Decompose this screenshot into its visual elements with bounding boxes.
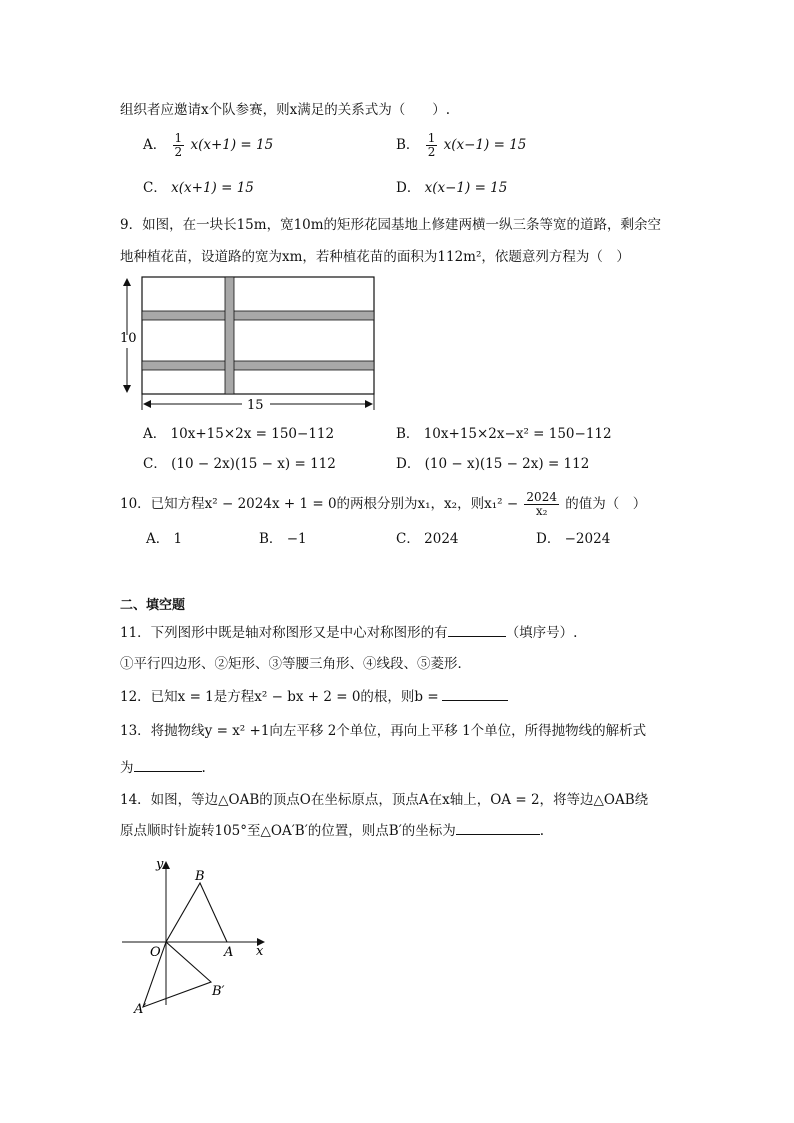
option-label: D．	[396, 180, 421, 196]
option-expression: x(x+1) = 15	[190, 137, 274, 153]
option-label: D．	[396, 456, 421, 472]
q10-stem-before: 10．已知方程x² − 2024x + 1 = 0的两根分别为x₁，x₂，则x₁² −	[120, 496, 519, 512]
q8-option-a[interactable]	[143, 132, 273, 159]
q13-line2-end: .	[201, 760, 206, 776]
q14-line2-text: 原点顺时针旋转105°至△OA′B′的位置，则点B′的坐标为	[120, 823, 456, 839]
option-label: B．	[259, 531, 283, 547]
q9-option-c[interactable]	[143, 454, 336, 474]
width-label: 15	[247, 398, 264, 413]
point-b-label: B	[195, 869, 205, 884]
section-heading: 二、填空题	[120, 598, 186, 613]
option-expression: (10 − x)(15 − 2x) = 112	[424, 456, 590, 472]
q13-answer-blank[interactable]	[134, 757, 202, 772]
q11-stem	[120, 622, 577, 643]
option-expression: 10x+15×2x = 150−112	[170, 426, 335, 442]
q10-fraction: $\frac{2024}{\text{x₂}}$	[526, 490, 557, 518]
q10-option-a[interactable]	[146, 529, 182, 549]
option-label: A．	[146, 531, 170, 547]
point-a-prime-label: A′	[134, 1002, 147, 1017]
q11-stem-text: 11．下列图形中既是轴对称图形又是中心对称图形的有	[120, 625, 448, 641]
q10-stem-after: 的值为（ ）	[565, 496, 647, 512]
q8-option-b[interactable]	[396, 132, 526, 159]
height-label: 10	[120, 331, 137, 346]
rotation-figure	[112, 850, 282, 1025]
option-label: A．	[143, 137, 167, 153]
horizontal-road-2	[142, 361, 374, 370]
q8-stem: 组织者应邀请x个队参赛，则x满足的关系式为（ ）.	[120, 102, 451, 118]
option-label: C．	[143, 180, 167, 196]
option-value: 2024	[424, 531, 459, 547]
option-label: D．	[536, 531, 561, 547]
q12-stem-text: 12．已知x = 1是方程x² − bx + 2 = 0的根，则b =	[120, 689, 439, 705]
q13-line1: 13．将抛物线y = x² +1向左平移 2个单位，再向上平移 1个单位，所得抛物线的解析式	[120, 723, 647, 739]
q14-line2-end: .	[539, 823, 545, 839]
point-b-prime-label: B′	[212, 984, 225, 999]
triangle-oab	[166, 883, 227, 942]
q9-option-a[interactable]	[143, 424, 334, 444]
q12-stem	[120, 686, 508, 707]
q10-stem	[120, 491, 646, 518]
garden-figure	[112, 270, 382, 418]
option-expression: x(x−1) = 15	[424, 180, 508, 196]
q11-items: ①平行四边形、②矩形、③等腰三角形、④线段、⑤菱形．	[120, 656, 471, 672]
option-expression: (10 − 2x)(15 − x) = 112	[171, 456, 336, 472]
q8-option-d[interactable]	[396, 178, 507, 198]
q11-stem-after: （填序号）.	[505, 625, 578, 641]
option-label: B．	[396, 137, 420, 153]
q9-option-d[interactable]	[396, 454, 589, 474]
q13-line2	[120, 757, 206, 778]
fraction: $\frac{1}{2}$	[174, 131, 183, 159]
option-value: −2024	[564, 531, 611, 547]
point-a-label: A	[224, 945, 234, 960]
q12-answer-blank[interactable]	[442, 686, 508, 701]
fraction: $\frac{1}{2}$	[427, 131, 436, 159]
option-value: −1	[286, 531, 307, 547]
garden-rectangle	[142, 277, 374, 394]
option-expression: 10x+15×2x−x² = 150−112	[423, 426, 612, 442]
option-label: C．	[396, 531, 420, 547]
q14-line2	[120, 820, 544, 841]
x-axis-label: x	[256, 944, 264, 959]
option-value: 1	[173, 531, 183, 547]
q9-option-b[interactable]	[396, 424, 612, 444]
option-label: A．	[143, 426, 167, 442]
option-expression: x(x−1) = 15	[443, 137, 527, 153]
q13-line2-text: 为	[120, 760, 134, 776]
q10-option-b[interactable]	[259, 529, 307, 549]
vertical-road	[225, 277, 234, 394]
option-expression: x(x+1) = 15	[171, 180, 254, 196]
point-o-label: O	[150, 945, 161, 960]
q10-option-d[interactable]	[536, 529, 610, 549]
q9-line2: 地种植花苗，设道路的宽为xm，若种植花苗的面积为112m²，依题意列方程为（ ）	[120, 249, 630, 265]
y-axis-label: y	[156, 857, 164, 872]
q10-option-c[interactable]	[396, 529, 459, 549]
q14-line1: 14．如图，等边△OAB的顶点O在坐标原点，顶点A在x轴上，OA = 2，将等边△OAB绕	[120, 792, 649, 808]
horizontal-road-1	[142, 311, 374, 320]
option-label: C．	[143, 456, 167, 472]
q14-answer-blank[interactable]	[456, 820, 540, 835]
q8-option-c[interactable]	[143, 178, 254, 198]
option-label: B．	[396, 426, 420, 442]
q9-line1: 9．如图，在一块长15m，宽10m的矩形花园基地上修建两横一纵三条等宽的道路，剩余空	[120, 217, 662, 233]
q11-answer-blank[interactable]	[448, 622, 506, 637]
